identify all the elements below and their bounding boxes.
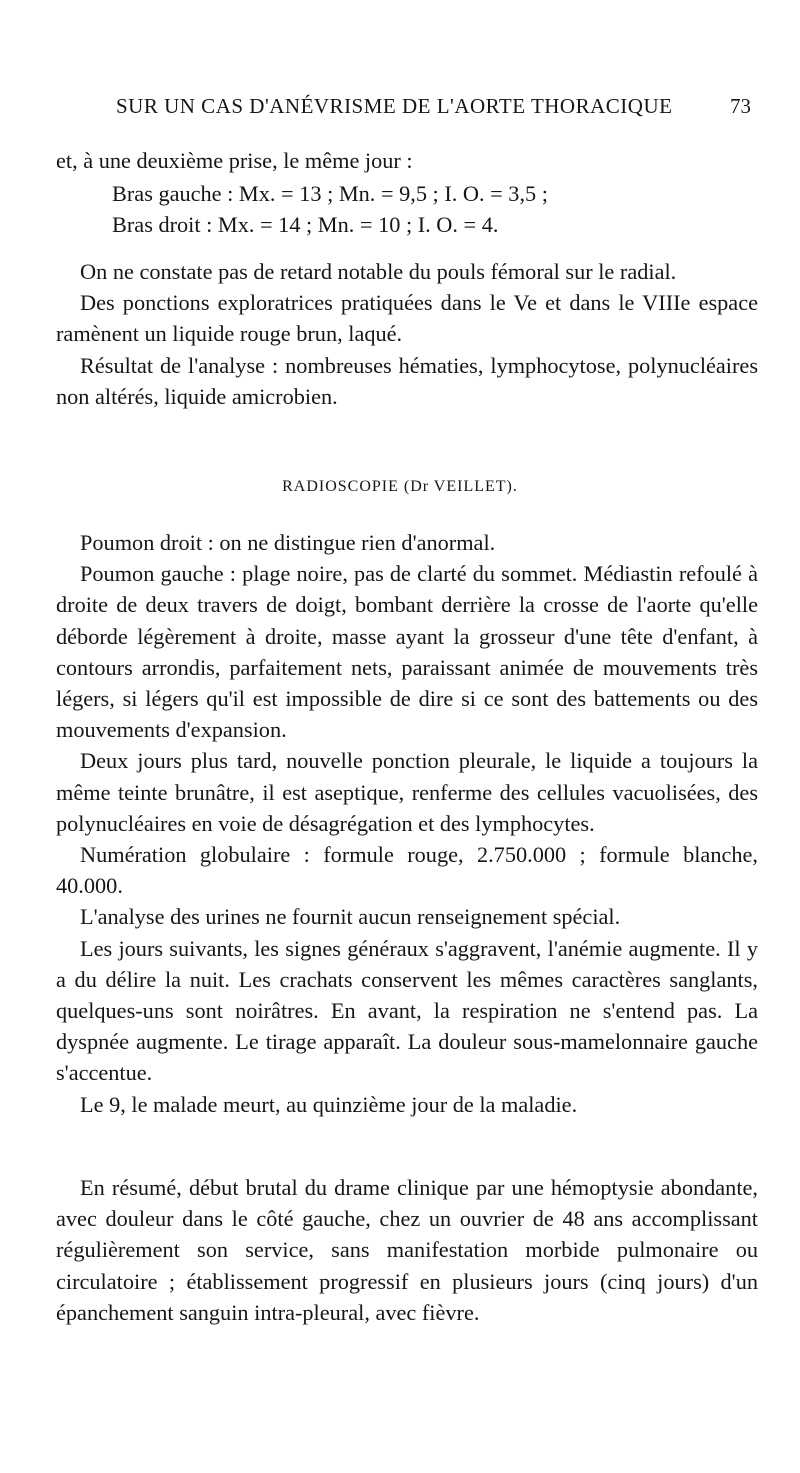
paragraph-le-9: Le 9, le malade meurt, au quinzième jour de la maladie. [80, 1091, 578, 1117]
paragraph-poumon-droit: Poumon droit : on ne distingue rien d'anormal. [80, 530, 496, 555]
paragraph-ponctions: Des ponctions exploratrices pratiquées dans le Ve et dans le VIIIe espace ramènent un liquide rouge brun, laqué. [56, 290, 758, 347]
resume-block [56, 1172, 758, 1328]
findings-block [56, 256, 758, 412]
paragraph-numeration: Numération globulaire : formule rouge, 2.750.000 ; formule blanche, 40.000. [56, 842, 758, 899]
paragraph-jours-suivants: Les jours suivants, les signes généraux s'aggravent, l'anémie augmente. Il y a du délire la nuit. Les crachats conservent les mêmes caractères sanglants, quelques-uns sont noirâtres. En avant, la respiration ne s'entend pas. La dyspnée augmente. Le tirage apparaît. La douleur sous-mamelonnaire gauche s'accentue. [56, 935, 758, 1086]
section-heading-radioscopie: RADIOSCOPIE (Dr VEILLET). [282, 478, 518, 495]
running-title: SUR UN CAS D'ANÉVRISME DE L'AORTE THORACIQUE [116, 94, 673, 118]
page-number: 73 [730, 94, 751, 118]
intro-block [56, 145, 758, 176]
paragraph-deux-jours: Deux jours plus tard, nouvelle ponction pleurale, le liquide a toujours la même teinte brunâtre, il est aseptique, renferme des cellules vacuolisées, des polynucléaires en voie de désagrégation et des lymphocytes. [56, 748, 758, 836]
radioscopie-block [56, 527, 758, 1120]
paragraph-resume: En résumé, début brutal du drame clinique par une hémoptysie abondante, avec douleur dans le côté gauche, chez un ouvrier de 48 ans accomplissant régulièrement son service, sans manifestation morbide pulmonaire ou circulatoire ; établissement progressif en plusieurs jours (cinq jours) d'un épanchement sanguin intra-pleural, avec fièvre. [56, 1175, 758, 1325]
formula-right-arm: Bras droit : Mx. = 14 ; Mn. = 10 ; I. O. = 4. [112, 212, 499, 237]
paragraph-pouls: On ne constate pas de retard notable du pouls fémoral sur le radial. [80, 259, 677, 284]
intro-line: et, à une deuxième prise, le même jour : [56, 148, 413, 173]
paragraph-resultat: Résultat de l'analyse : nombreuses hématies, lymphocytose, polynucléaires non altérés, liquide amicrobien. [56, 352, 758, 409]
paragraph-urines: L'analyse des urines ne fournit aucun renseignement spécial. [80, 904, 621, 930]
paragraph-poumon-gauche: Poumon gauche : plage noire, pas de clarté du sommet. Médiastin refoulé à droite de deux travers de doigt, bombant derrière la crosse de l'aorte qu'elle déborde légèrement à droite, masse ayant la grosseur d'une tête d'enfant, à contours arrondis, parfaitement nets, paraissant animée de mouvements très légers, si légers qu'il est impossible de dire si ce sont des battements ou des mouvements d'expansion. [56, 561, 758, 743]
formula-left-arm: Bras gauche : Mx. = 13 ; Mn. = 9,5 ; I. O. = 3,5 ; [112, 181, 548, 206]
